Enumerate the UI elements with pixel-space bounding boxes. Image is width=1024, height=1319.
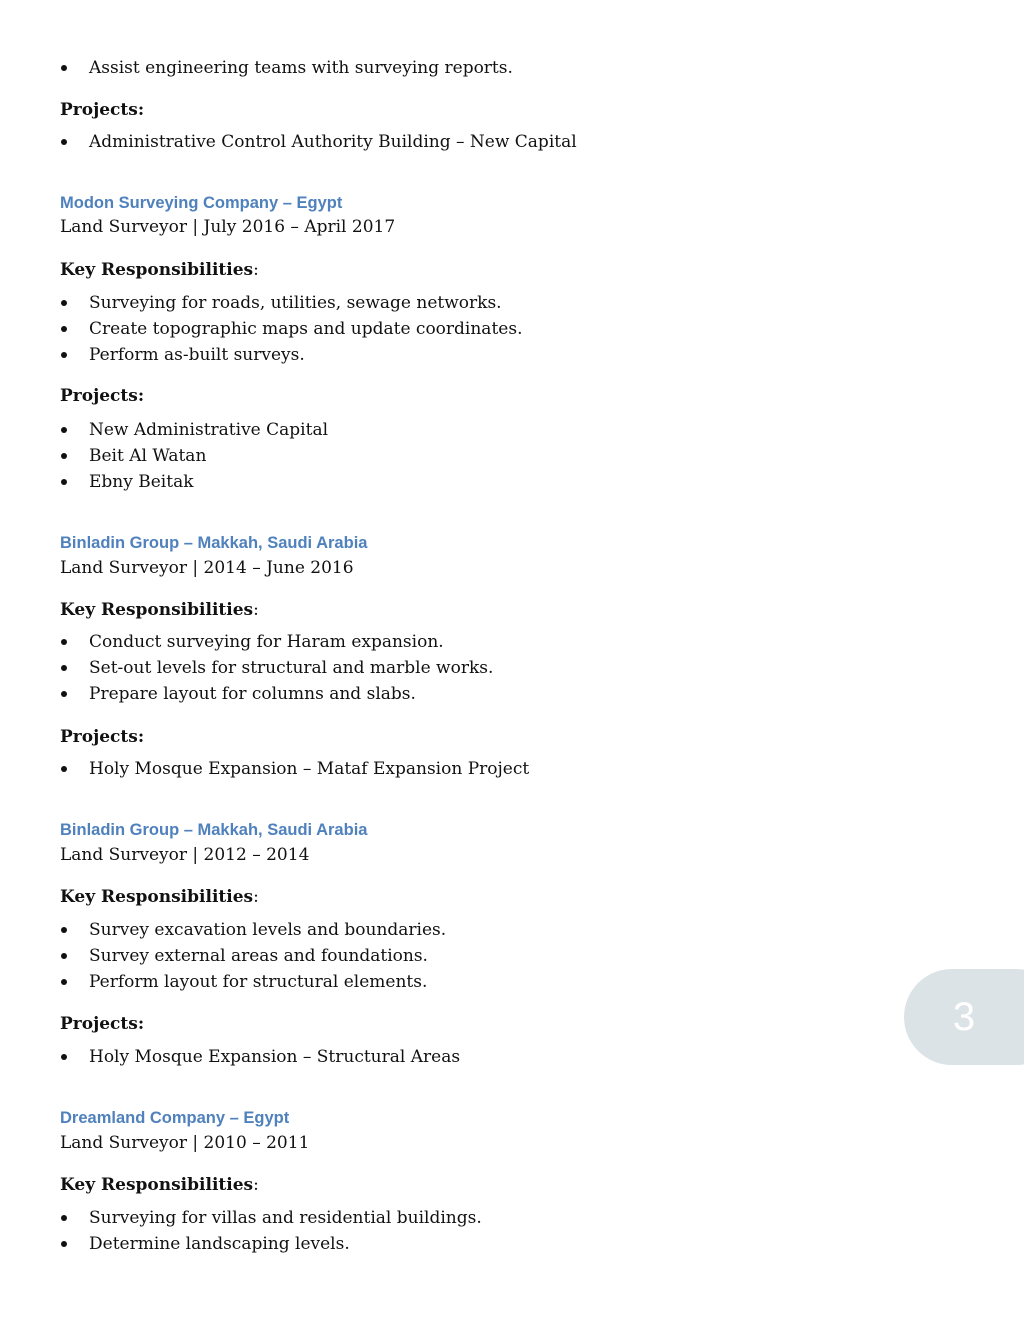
projects-heading: Projects: <box>60 1014 145 1034</box>
job-company: Modon Surveying Company – Egypt <box>60 194 343 212</box>
responsibilities-heading-text: Key Responsibilities <box>60 1175 254 1195</box>
responsibilities-list <box>60 1207 482 1259</box>
list-item <box>60 57 513 83</box>
bullet-text: Conduct surveying for Haram expansion. <box>89 632 444 652</box>
bullet-icon <box>61 300 67 306</box>
job-role: Land Surveyor | July 2016 – April 2017 <box>60 217 396 237</box>
bullet-text: Beit Al Watan <box>89 446 207 466</box>
bullet-icon <box>61 1215 67 1221</box>
responsibilities-heading <box>60 1174 259 1196</box>
bullet-text: Set-out levels for structural and marble works. <box>89 658 494 678</box>
bullet-icon <box>61 639 67 645</box>
projects-heading: Projects: <box>60 100 145 120</box>
bullet-text: Prepare layout for columns and slabs. <box>89 684 416 704</box>
bullet-text: Administrative Control Authority Building – New Capital <box>89 132 577 152</box>
bullet-text: Survey external areas and foundations. <box>89 946 428 966</box>
responsibilities-list <box>60 631 493 709</box>
page-number-badge <box>904 969 1024 1065</box>
responsibilities-heading-text: Key Responsibilities <box>60 887 254 907</box>
list-item <box>60 1233 482 1259</box>
heading-colon: : <box>253 260 259 280</box>
bullet-text: Holy Mosque Expansion – Structural Areas <box>89 1047 461 1067</box>
bullet-text: Perform layout for structural elements. <box>89 972 428 992</box>
bullet-icon <box>61 427 67 433</box>
list-item <box>60 445 328 471</box>
heading-colon: : <box>253 1175 259 1195</box>
list-item <box>60 1046 460 1072</box>
list-item <box>60 683 493 709</box>
bullet-text: Holy Mosque Expansion – Mataf Expansion Project <box>89 759 530 779</box>
bullet-icon <box>61 139 67 145</box>
bullet-text: Surveying for villas and residential buildings. <box>89 1208 482 1228</box>
job-company: Binladin Group – Makkah, Saudi Arabia <box>60 821 368 839</box>
list-item <box>60 657 493 683</box>
list-item <box>60 292 522 318</box>
bullet-text: Determine landscaping levels. <box>89 1234 350 1254</box>
job-role: Land Surveyor | 2010 – 2011 <box>60 1133 310 1153</box>
list-item <box>60 318 522 344</box>
bullet-text: Ebny Beitak <box>89 472 194 492</box>
bullet-text: Survey excavation levels and boundaries. <box>89 920 447 940</box>
list-item <box>60 919 446 945</box>
bullet-icon <box>61 979 67 985</box>
list-item <box>60 419 328 445</box>
bullet-icon <box>61 665 67 671</box>
responsibilities-list <box>60 292 522 370</box>
job-role: Land Surveyor | 2014 – June 2016 <box>60 558 354 578</box>
top-bullet-list <box>60 57 513 83</box>
page-number: 3 <box>952 995 976 1039</box>
projects-heading: Projects: <box>60 386 145 406</box>
bullet-icon <box>61 453 67 459</box>
job-company: Dreamland Company – Egypt <box>60 1109 290 1127</box>
list-item <box>60 1207 482 1233</box>
heading-colon: : <box>253 600 259 620</box>
list-item <box>60 344 522 370</box>
heading-colon: : <box>253 887 259 907</box>
top-projects-list <box>60 131 577 157</box>
projects-list <box>60 1046 460 1072</box>
bullet-text: New Administrative Capital <box>89 420 329 440</box>
projects-list <box>60 419 328 497</box>
responsibilities-heading <box>60 259 259 281</box>
list-item <box>60 758 529 784</box>
bullet-icon <box>61 352 67 358</box>
bullet-icon <box>61 927 67 933</box>
bullet-icon <box>61 1054 67 1060</box>
projects-list <box>60 758 529 784</box>
projects-heading: Projects: <box>60 727 145 747</box>
job-role: Land Surveyor | 2012 – 2014 <box>60 845 310 865</box>
responsibilities-heading <box>60 599 259 621</box>
list-item <box>60 131 577 157</box>
responsibilities-heading-text: Key Responsibilities <box>60 260 254 280</box>
bullet-icon <box>61 691 67 697</box>
responsibilities-heading-text: Key Responsibilities <box>60 600 254 620</box>
list-item <box>60 971 446 997</box>
list-item <box>60 471 328 497</box>
bullet-icon <box>61 1241 67 1247</box>
bullet-text: Assist engineering teams with surveying reports. <box>89 58 513 78</box>
bullet-icon <box>61 326 67 332</box>
job-company: Binladin Group – Makkah, Saudi Arabia <box>60 534 368 552</box>
bullet-text: Create topographic maps and update coordinates. <box>89 319 523 339</box>
bullet-text: Perform as-built surveys. <box>89 345 305 365</box>
bullet-icon <box>61 953 67 959</box>
list-item <box>60 631 493 657</box>
bullet-icon <box>61 65 67 71</box>
responsibilities-heading <box>60 886 259 908</box>
bullet-icon <box>61 479 67 485</box>
responsibilities-list <box>60 919 446 997</box>
bullet-text: Surveying for roads, utilities, sewage networks. <box>89 293 502 313</box>
list-item <box>60 945 446 971</box>
bullet-icon <box>61 766 67 772</box>
